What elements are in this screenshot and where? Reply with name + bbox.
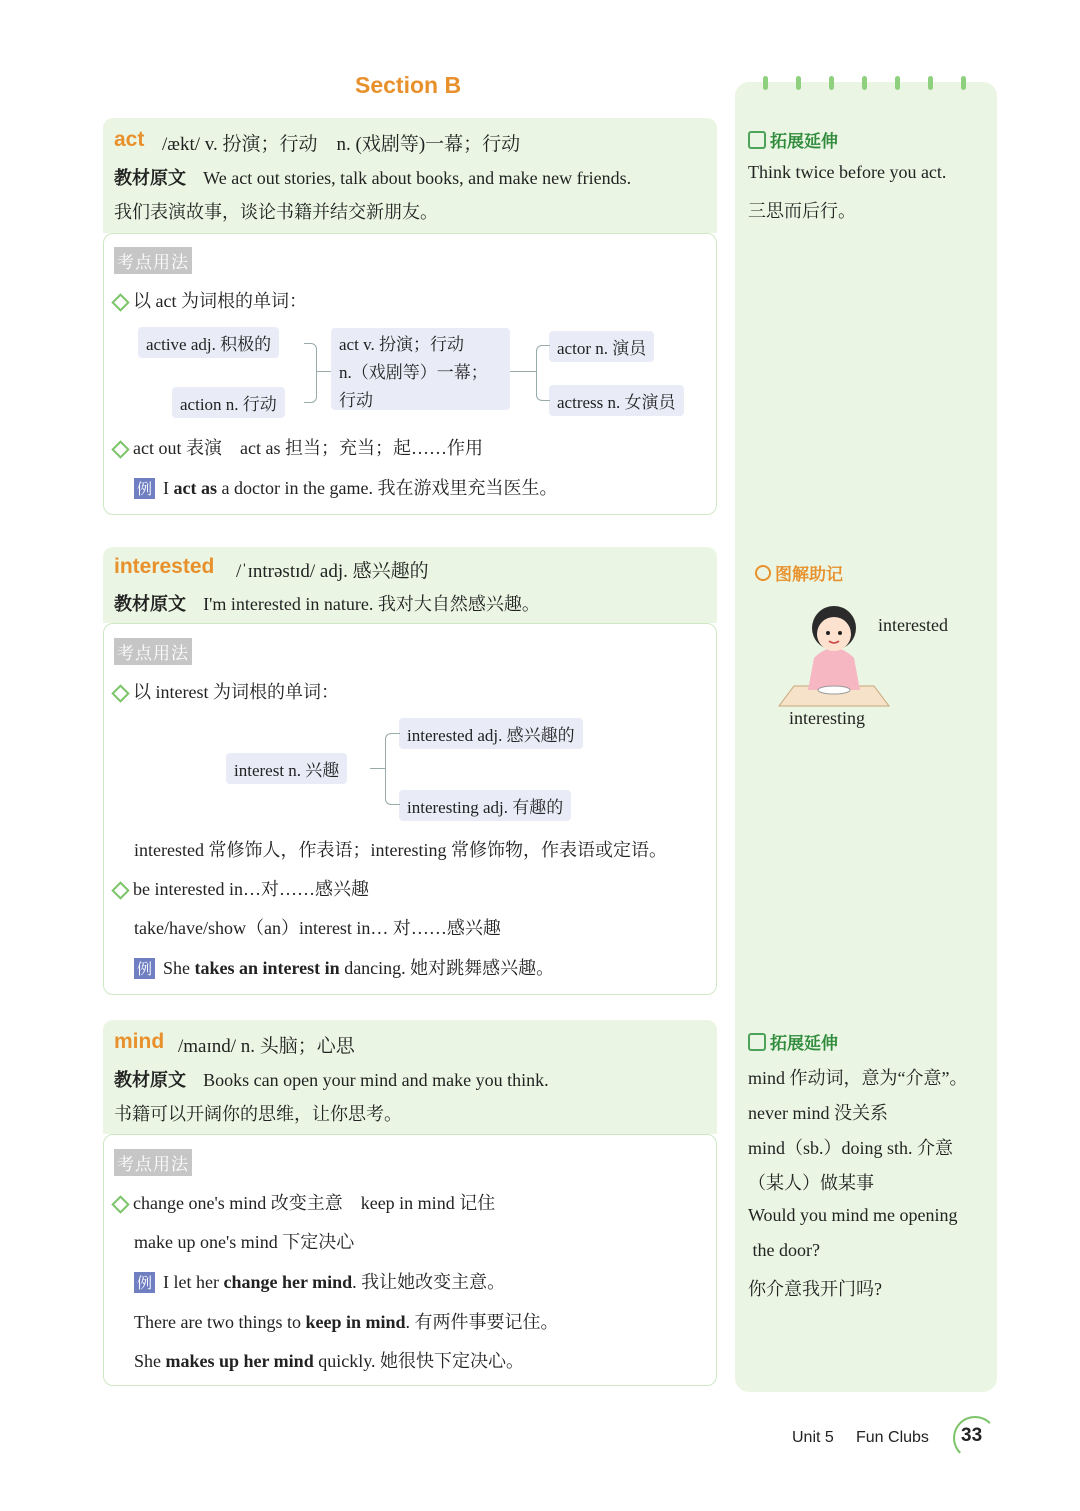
ext2-line: （某人）做某事 — [748, 1173, 874, 1193]
lightbulb-icon — [755, 565, 771, 581]
section-title: Section B — [355, 72, 462, 98]
ext1-en: Think twice before you act. — [748, 162, 947, 182]
ext2-line: 你介意我开门吗? — [748, 1279, 882, 1299]
tree-interested: interested adj. 感兴趣的 — [399, 718, 583, 749]
act-example: 例 I act as a doctor in the game. 我在游戏里充当医生。 — [134, 474, 557, 500]
footer-unit: Unit 5 — [792, 1429, 834, 1446]
tree-connector — [385, 733, 400, 805]
interested-headword: interested — [114, 555, 215, 578]
tree-connector-right-stem — [510, 371, 536, 372]
binder-dot — [895, 76, 900, 90]
interested-note: interested 常修饰人，作表语；interesting 常修饰物，作表语或定语。 — [134, 840, 667, 860]
ext2-line: mind（sb.）doing sth. 介意 — [748, 1138, 954, 1158]
diamond-icon — [111, 685, 129, 703]
ext2-line: mind 作动词，意为“介意”。 — [748, 1068, 968, 1088]
mind-example1: 例 I let her change her mind. 我让她改变主意。 — [134, 1268, 505, 1294]
diamond-icon — [111, 293, 129, 311]
binder-dot — [763, 76, 768, 90]
ext1-cn: 三思而后行。 — [748, 201, 856, 222]
example-icon: 例 — [134, 958, 155, 979]
ext2-line: Would you mind me opening — [748, 1205, 958, 1225]
binder-dot — [961, 76, 966, 90]
mind-example2: There are two things to keep in mind. 有两件事要记住。 — [134, 1312, 559, 1332]
ext1-title: 拓展延伸 — [748, 127, 838, 152]
mind-phrase2: make up one's mind 下定决心 — [134, 1232, 355, 1252]
tree-interesting: interesting adj. 有趣的 — [399, 790, 571, 821]
illus-label-interested: interested — [878, 615, 948, 635]
illus-label-interesting: interesting — [789, 708, 865, 728]
binder-dot — [796, 76, 801, 90]
interested-root-title: 以 interest 为词根的单词： — [114, 678, 339, 704]
interested-definition: /ˈɪntrəstɪd/ adj. 感兴趣的 — [236, 561, 429, 582]
interested-usage-tag: 考点用法 — [114, 638, 192, 665]
page-number: 33 — [961, 1425, 983, 1446]
diamond-icon — [111, 441, 129, 459]
tree-act-center: act v. 扮演；行动 n.（戏剧等）一幕； 行动 — [331, 328, 510, 410]
act-root-title: 以 act 为词根的单词： — [114, 287, 307, 313]
tree-actor: actor n. 演员 — [549, 331, 654, 362]
tree-active: active adj. 积极的 — [138, 327, 279, 358]
act-usage-tag: 考点用法 — [114, 247, 192, 274]
mind-example3: She makes up her mind quickly. 她很快下定决心。 — [134, 1351, 525, 1371]
binder-dot — [928, 76, 933, 90]
tree-connector-left — [304, 343, 317, 403]
mind-source: 教材原文 Books can open your mind and make you think. — [114, 1070, 549, 1091]
interested-phrase2: take/have/show（an）interest in… 对……感兴趣 — [134, 918, 501, 938]
sidebar — [735, 82, 997, 1392]
ext2-line: the door? — [748, 1240, 820, 1260]
act-definition: /ækt/ v. 扮演；行动 n. (戏剧等)一幕；行动 — [162, 134, 521, 155]
example-icon: 例 — [134, 1272, 155, 1293]
diamond-icon — [111, 882, 129, 900]
extend-icon — [748, 1033, 766, 1051]
act-source — [114, 164, 631, 190]
act-source-en: We act out stories, talk about books, and make new friends. — [203, 168, 632, 188]
binder-dot — [829, 76, 834, 90]
tree-interest: interest n. 兴趣 — [226, 753, 347, 784]
ext2-title: 拓展延伸 — [748, 1029, 838, 1054]
interested-example: 例 She takes an interest in dancing. 她对跳舞感兴趣。 — [134, 954, 554, 980]
act-phrases: act out 表演 act as 担当；充当；起……作用 — [114, 434, 483, 460]
ext2-line: never mind 没关系 — [748, 1103, 888, 1123]
mind-definition: /maɪnd/ n. 头脑；心思 — [178, 1036, 355, 1057]
girl-reading-illustration — [774, 598, 894, 710]
tree-connector-left-stem — [316, 371, 331, 372]
tree-connector-right — [536, 345, 550, 401]
act-source-cn: 我们表演故事，谈论书籍并结交新朋友。 — [114, 202, 438, 223]
mind-headword: mind — [114, 1030, 165, 1053]
binder-dot — [862, 76, 867, 90]
mind-phrase1: change one's mind 改变主意 keep in mind 记住 — [114, 1189, 495, 1215]
example-icon: 例 — [134, 478, 155, 499]
interested-phrase1: be interested in…对……感兴趣 — [114, 875, 369, 901]
mind-usage-tag: 考点用法 — [114, 1149, 192, 1176]
extend-icon — [748, 131, 766, 149]
tree-connector-stem — [370, 768, 385, 769]
act-headword: act — [114, 128, 145, 151]
interested-source: 教材原文 I'm interested in nature. 我对大自然感兴趣。 — [114, 594, 540, 615]
footer-title: Fun Clubs — [856, 1429, 929, 1446]
illus-title: 图解助记 — [755, 560, 843, 585]
act-source-label: 教材原文 — [114, 168, 186, 189]
tree-actress: actress n. 女演员 — [549, 385, 684, 416]
mind-source-cn: 书籍可以开阔你的思维，让你思考。 — [114, 1104, 402, 1125]
tree-action: action n. 行动 — [172, 387, 285, 418]
diamond-icon — [111, 1196, 129, 1214]
